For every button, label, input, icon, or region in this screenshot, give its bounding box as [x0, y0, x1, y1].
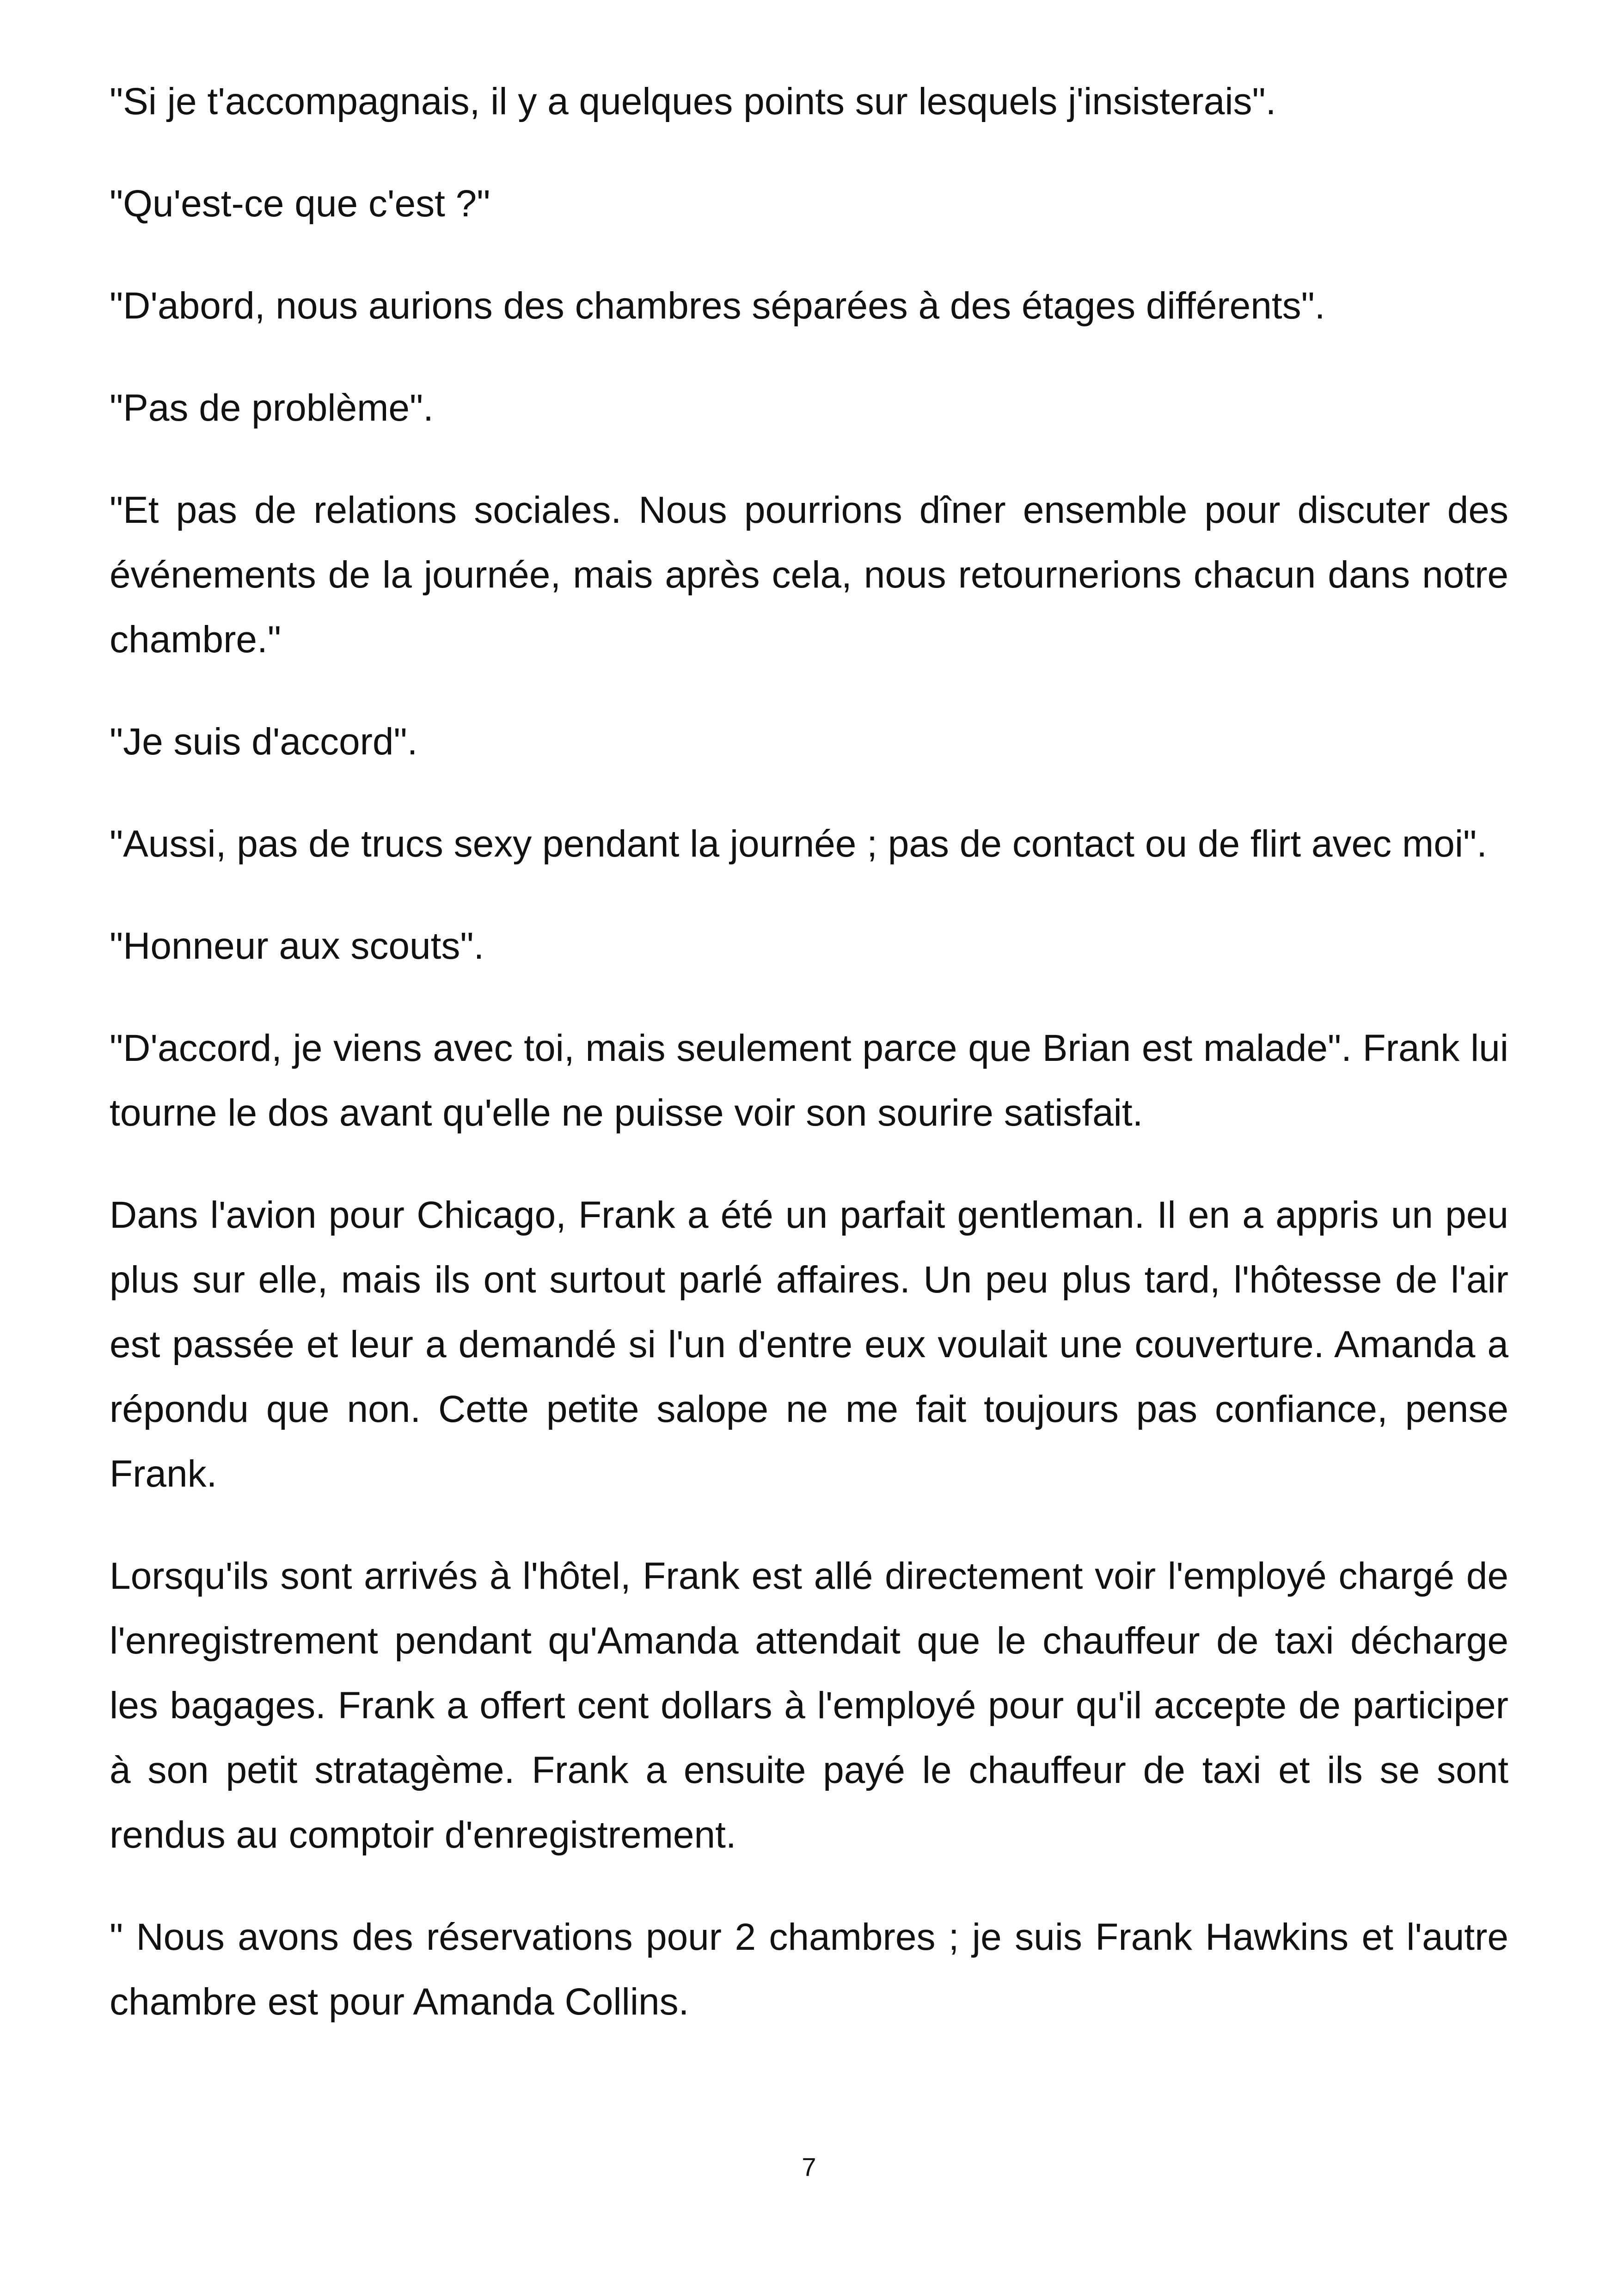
- paragraph: "Honneur aux scouts".: [110, 925, 484, 967]
- paragraph: "Si je t'accompagnais, il y a quelques points sur lesquels j'insisterais".: [110, 80, 1276, 122]
- paragraph: "D'accord, je viens avec toi, mais seulement parce que Brian est malade". Frank lui tourne le dos avant qu'elle ne puisse voir son sourire satisfait.: [110, 1027, 1519, 1134]
- paragraph: "Et pas de relations sociales. Nous pourrions dîner ensemble pour discuter des événements de la journée, mais après cela, nous retournerions chacun dans notre chambre.": [110, 489, 1519, 661]
- paragraph: "Pas de problème".: [110, 387, 434, 429]
- page-body: [110, 69, 1519, 2072]
- paragraph: "D'abord, nous aurions des chambres séparées à des étages différents".: [110, 285, 1325, 327]
- paragraph: Lorsqu'ils sont arrivés à l'hôtel, Frank est allé directement voir l'employé chargé de l'enregistrement pendant qu'Amanda attendait que le chauffeur de taxi décharge les bagages. Frank a offert cent dollars à l'employé pour qu'il accepte de participer à son petit stratagème. Frank a ensuite payé le chauffeur de taxi et ils se sont rendus au comptoir d'enregistrement.: [110, 1555, 1519, 1856]
- paragraph: " Nous avons des réservations pour 2 chambres ; je suis Frank Hawkins et l'autre chambre est pour Amanda Collins.: [110, 1916, 1519, 2023]
- paragraph: "Je suis d'accord".: [110, 721, 418, 763]
- paragraph: "Aussi, pas de trucs sexy pendant la journée ; pas de contact ou de flirt avec moi".: [110, 823, 1487, 865]
- page-number: 7: [802, 2152, 816, 2181]
- paragraph: Dans l'avion pour Chicago, Frank a été un parfait gentleman. Il en a appris un peu plus sur elle, mais ils ont surtout parlé affaires. Un peu plus tard, l'hôtesse de l'air est passée et leur a demandé si l'un d'entre eux voulait une couverture. Amanda a répondu que non. Cette petite salope ne me fait toujours pas confiance, pense Frank.: [110, 1194, 1519, 1495]
- paragraph: "Qu'est-ce que c'est ?": [110, 183, 490, 225]
